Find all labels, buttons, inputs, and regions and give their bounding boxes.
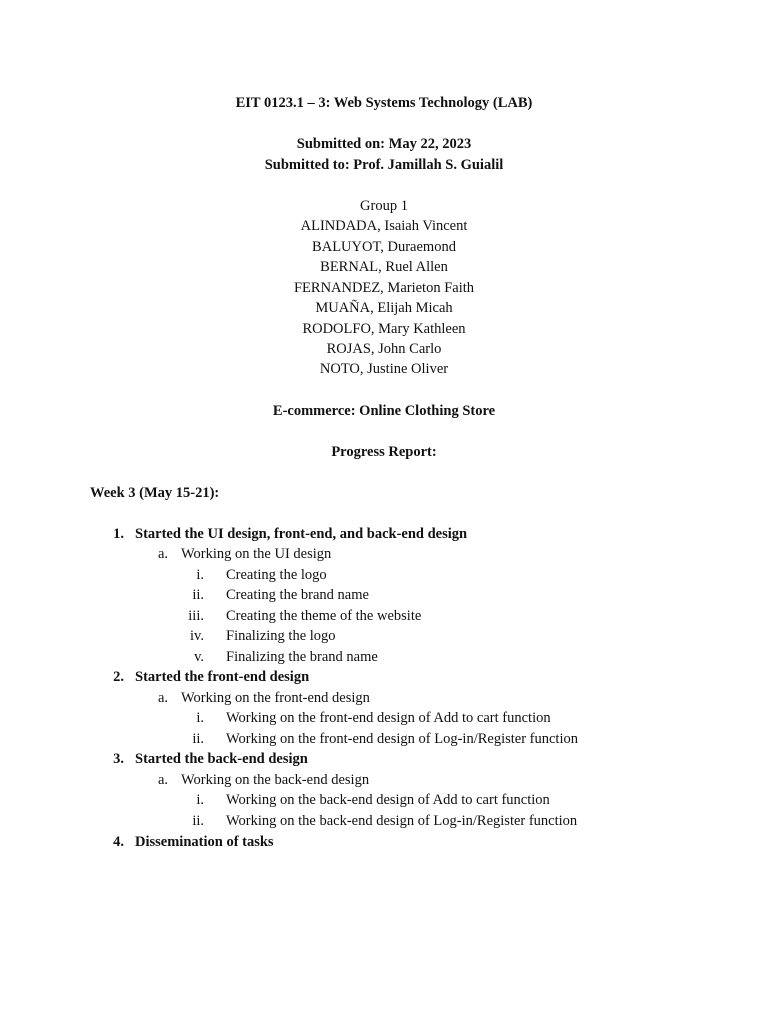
item-title: Started the UI design, front-end, and back-end design — [135, 526, 468, 542]
task-number: ii. — [192, 587, 204, 603]
task-number: ii. — [192, 813, 204, 829]
subitem-letter: a. — [157, 772, 168, 788]
subitem-letter: a. — [157, 546, 168, 562]
task-number: i. — [196, 567, 204, 583]
task-text: Working on the front-end design of Add to cart function — [226, 710, 551, 726]
subitem-text: Working on the front-end design — [181, 690, 370, 706]
group-member: BERNAL, Ruel Allen — [320, 259, 448, 275]
group-member: BALUYOT, Duraemond — [312, 239, 456, 255]
task-number: i. — [196, 792, 204, 808]
task-text: Working on the back-end design of Log-in/Register function — [226, 813, 578, 829]
item-number: 4. — [113, 834, 124, 850]
week-heading: Week 3 (May 15-21): — [90, 485, 220, 501]
submitted-to: Submitted to: Prof. Jamillah S. Guialil — [264, 157, 504, 173]
task-text: Creating the logo — [226, 567, 327, 583]
report-title: Progress Report: — [331, 444, 437, 460]
item-number: 3. — [113, 751, 124, 767]
group-member: ROJAS, John Carlo — [326, 341, 442, 357]
subitem-text: Working on the UI design — [181, 546, 332, 562]
group-member: RODOLFO, Mary Kathleen — [302, 321, 466, 337]
task-text: Working on the front-end design of Log-in/Register function — [226, 731, 578, 747]
group-member: ALINDADA, Isaiah Vincent — [300, 218, 468, 234]
group-name: Group 1 — [360, 198, 408, 214]
item-title: Started the front-end design — [135, 669, 310, 685]
item-title: Dissemination of tasks — [135, 834, 274, 850]
group-member: MUAÑA, Elijah Micah — [315, 300, 453, 316]
group-member: FERNANDEZ, Marieton Faith — [293, 280, 475, 296]
task-number: iv. — [190, 628, 204, 644]
task-text: Working on the back-end design of Add to cart function — [226, 792, 550, 808]
item-title: Started the back-end design — [135, 751, 308, 767]
task-text: Creating the theme of the website — [226, 608, 422, 624]
submitted-on: Submitted on: May 22, 2023 — [296, 136, 472, 152]
task-text: Finalizing the logo — [226, 628, 336, 644]
item-number: 2. — [113, 669, 124, 685]
subitem-letter: a. — [157, 690, 168, 706]
group-member: NOTO, Justine Oliver — [319, 361, 449, 377]
subitem-text: Working on the back-end design — [181, 772, 370, 788]
task-number: v. — [194, 649, 204, 665]
task-number: i. — [196, 710, 204, 726]
task-text: Creating the brand name — [226, 587, 369, 603]
task-number: ii. — [192, 731, 204, 747]
task-number: iii. — [188, 608, 204, 624]
task-text: Finalizing the brand name — [226, 649, 378, 665]
course-title: EIT 0123.1 – 3: Web Systems Technology (LAB) — [235, 95, 533, 111]
item-number: 1. — [113, 526, 124, 542]
project-title: E-commerce: Online Clothing Store — [272, 403, 496, 419]
